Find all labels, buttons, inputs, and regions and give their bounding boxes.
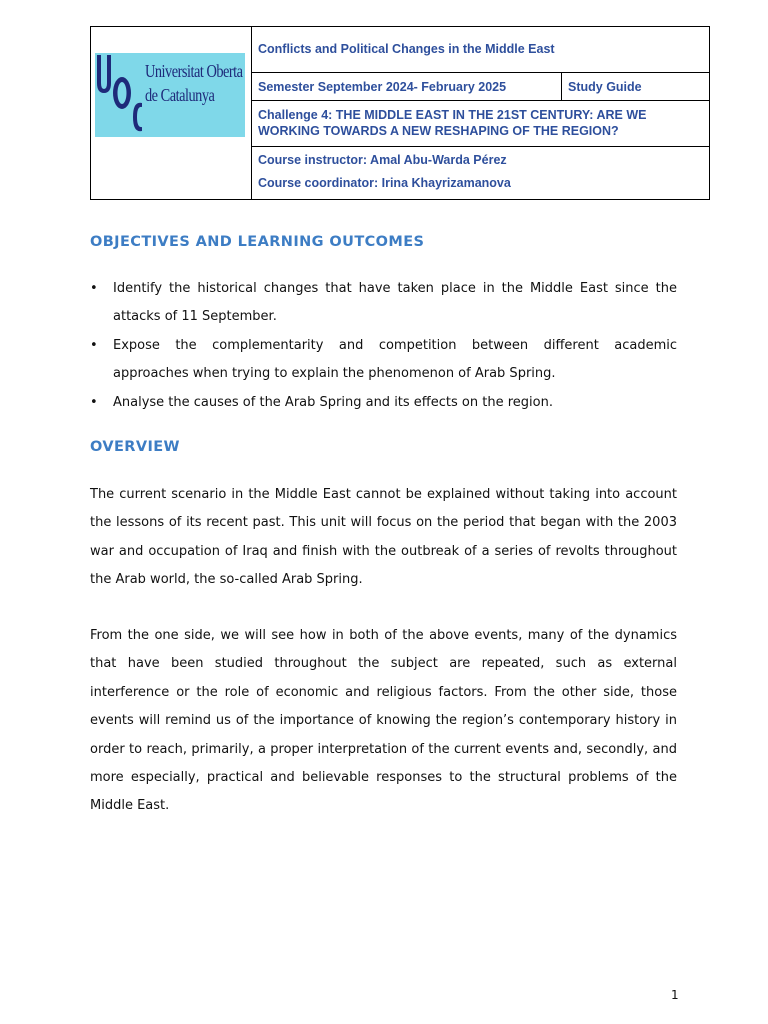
course-title: Conflicts and Political Changes in the Middle East [258, 42, 555, 56]
logo-name-line2: de Catalunya [145, 85, 215, 105]
course-title-row [251, 27, 709, 73]
challenge-title: Challenge 4: THE MIDDLE EAST IN THE 21ST CENTURY: ARE WE WORKING TOWARDS A NEW RESHAPING OF THE REGION? [258, 108, 647, 138]
list-item-text: Expose the complementarity and competition between different academic approaches when trying to explain the phenomenon of Arab Spring. [113, 337, 677, 382]
bullet-icon: • [90, 394, 98, 410]
staff-row [251, 147, 709, 199]
list-item-text: Identify the historical changes that have taken place in the Middle East since the attacks of 11 September. [113, 281, 677, 325]
bullet-icon: • [90, 281, 98, 296]
list-item [90, 275, 677, 332]
uoc-logo-letters-icon [95, 53, 145, 137]
overview-heading: OVERVIEW [90, 439, 180, 455]
objectives-list [90, 275, 677, 417]
list-item-text: Analyse the causes of the Arab Spring and its effects on the region. [113, 394, 553, 410]
course-coordinator: Course coordinator: Irina Khayrizamanova [258, 176, 511, 190]
list-item [90, 332, 677, 389]
page-number: 1 [671, 988, 679, 1002]
logo-cell [91, 27, 252, 199]
doc-type: Study Guide [568, 80, 642, 94]
header-table [90, 26, 710, 200]
uoc-logo-name [145, 59, 243, 107]
bullet-icon: • [90, 337, 98, 353]
overview-paragraph-1: The current scenario in the Middle East cannot be explained without taking into account the lessons of its recent past. This unit will focus on the period that began with the 2003 war and occupation of Iraq and finish with the outbreak of a series of revolts throughout the Arab world, the so-called Arab Spring. [90, 487, 677, 588]
objectives-heading: OBJECTIVES AND LEARNING OUTCOMES [90, 234, 425, 250]
semester-divider [561, 73, 562, 100]
logo-name-line1: Universitat Oberta [145, 61, 243, 81]
challenge-row [251, 101, 709, 147]
semester-row [251, 73, 709, 101]
list-item [90, 389, 677, 417]
overview-paragraph-2: From the one side, we will see how in both of the above events, many of the dynamics that have been studied throughout the subject are repeated, such as external interference or the role of economic and religious factors. From the other side, those events will remind us of the importance of knowing the region’s contemporary history in order to reach, primarily, a proper interpretation of the current events and, secondly, and more especially, practical and believable responses to the structural problems of the Middle East. [90, 628, 677, 814]
semester: Semester September 2024- February 2025 [258, 80, 507, 94]
course-instructor: Course instructor: Amal Abu-Warda Pérez [258, 153, 507, 167]
